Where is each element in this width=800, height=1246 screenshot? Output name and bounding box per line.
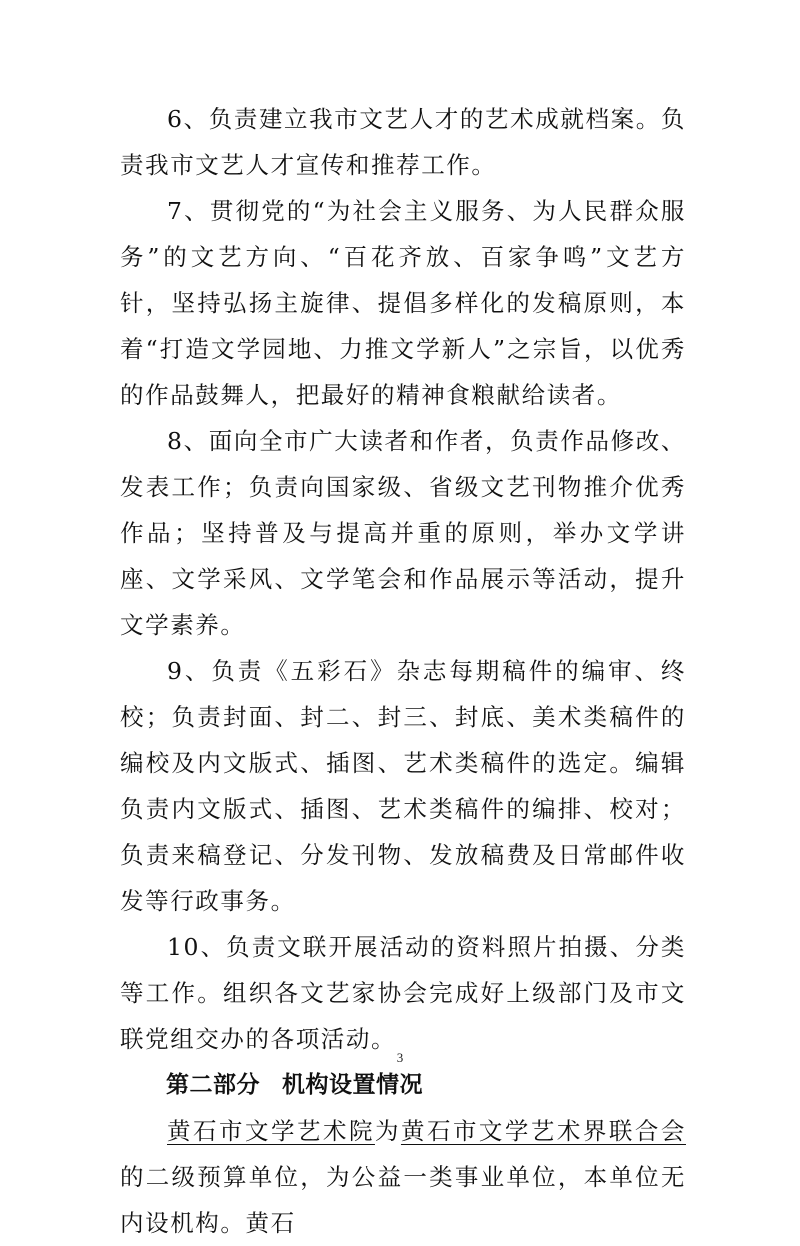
paragraph-item-6: 6、负责建立我市文艺人才的艺术成就档案。负责我市文艺人才宣传和推荐工作。 — [120, 105, 686, 179]
page-number: 3 — [396, 1050, 404, 1065]
section-title: 机构设置情况 — [282, 1072, 423, 1098]
paragraph-item-8: 8、面向全市广大读者和作者，负责作品修改、发表工作；负责向国家级、省级文艺刊物推介优秀作品；坚持普及与提高并重的原则，举办文学讲座、文学采风、文学笔会和作品展示等活动，提升文学素养。 — [120, 427, 686, 639]
document-body — [120, 96, 686, 1246]
section-heading — [120, 1062, 686, 1108]
section-part-label: 第二部分 — [166, 1072, 260, 1098]
parent-org-name: 黄石市文学艺术界联合会 — [400, 1117, 686, 1145]
org-name: 黄石市文学艺术院 — [167, 1117, 375, 1145]
institution-rest-text: 的二级预算单位，为公益一类事业单位，本单位无内设机构。黄石 — [120, 1163, 686, 1237]
connector-text: 为 — [374, 1117, 401, 1145]
paragraph-item-7: 7、贯彻党的“为社会主义服务、为人民群众服务”的文艺方向、“百花齐放、百家争鸣”文艺方针，坚持弘扬主旋律、提倡多样化的发稿原则，本着“打造文学园地、力推文学新人”之宗旨，以优秀的作品鼓舞人，把最好的精神食粮献给读者。 — [120, 197, 686, 409]
institution-paragraph — [120, 1108, 686, 1246]
paragraph-item-9: 9、负责《五彩石》杂志每期稿件的编审、终校；负责封面、封二、封三、封底、美术类稿件的编校及内文版式、插图、艺术类稿件的选定。编辑负责内文版式、插图、艺术类稿件的编排、校对；负责来稿登记、分发刊物、发放稿费及日常邮件收发等行政事务。 — [120, 657, 686, 915]
paragraph-item-10: 10、负责文联开展活动的资料照片拍摄、分类等工作。组织各文艺家协会完成好上级部门及市文联党组交办的各项活动。 — [120, 933, 686, 1053]
